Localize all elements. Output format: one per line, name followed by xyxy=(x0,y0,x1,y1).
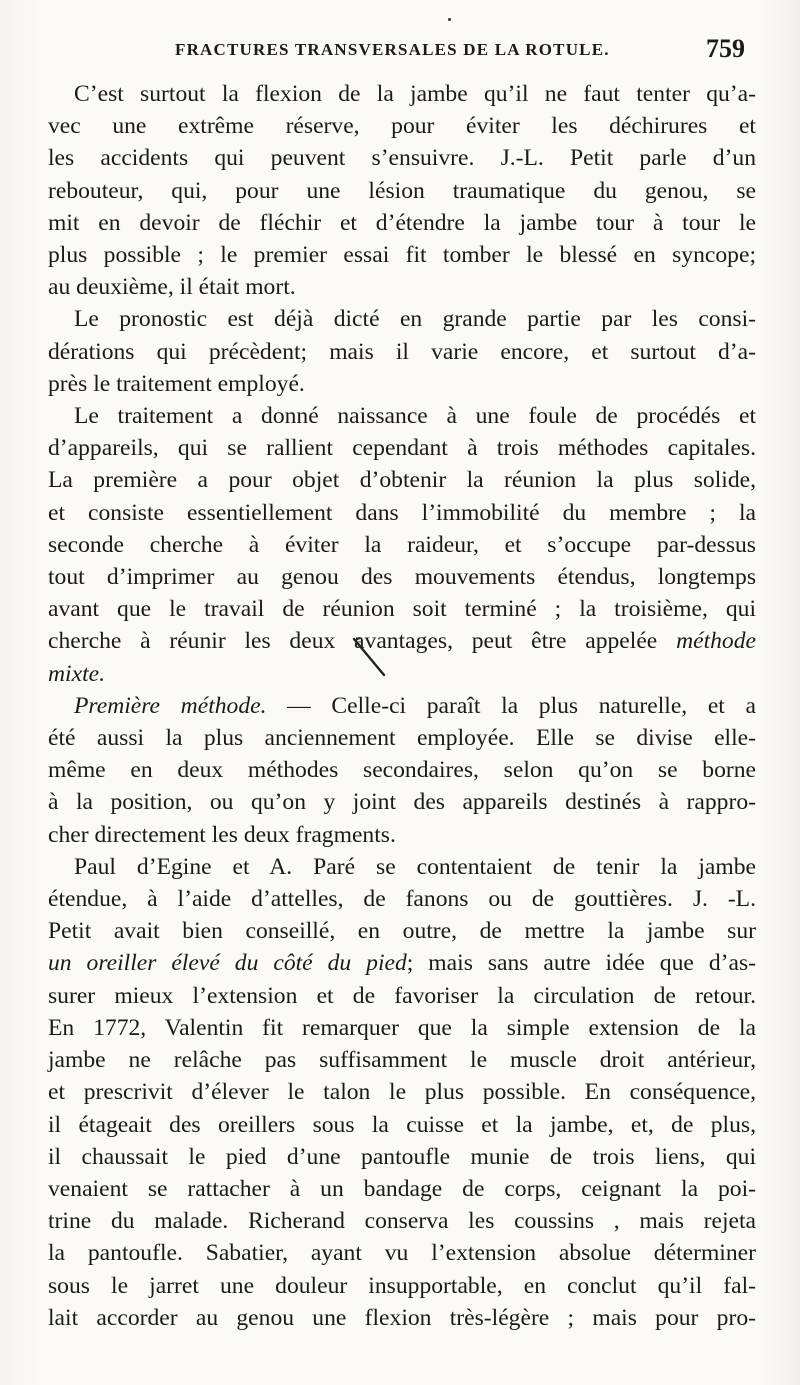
text-line: avant que le travail de réunion soit terminé ; la troisième, qui xyxy=(48,596,756,623)
text-line: au deuxième, il était mort. xyxy=(48,274,296,301)
text-line: seconde cherche à éviter la raideur, et s’occupe par-dessus xyxy=(48,531,756,558)
italic-term: mixte. xyxy=(48,660,105,687)
text-line: surer mieux l’extension et de favoriser la circulation de retour. xyxy=(48,982,756,1009)
paragraph-5 xyxy=(48,851,756,1334)
text-line: jambe ne relâche pas suffisamment le muscle droit antérieur, xyxy=(48,1047,756,1074)
text-line xyxy=(48,658,756,690)
text-line: près le traitement employé. xyxy=(48,370,305,397)
text-line: même en deux méthodes secondaires, selon qu’on se borne xyxy=(48,757,756,784)
text-line xyxy=(48,625,756,657)
text-line: il étageait des oreillers sous la cuisse et la jambe, et, de plus, xyxy=(48,1111,756,1138)
body-text xyxy=(48,78,756,1334)
text-line: et prescrivit d’élever le talon le plus possible. En conséquence, xyxy=(48,1079,756,1106)
text-line-segment: — Celle-ci paraît la plus naturelle, et a xyxy=(287,692,756,719)
text-line: cher directement les deux fragments. xyxy=(48,821,396,848)
print-speck xyxy=(448,18,451,21)
text-line: C’est surtout la flexion de la jambe qu’il ne faut tenter qu’a- xyxy=(74,81,756,107)
text-line: Le traitement a donné naissance à une foule de procédés et xyxy=(74,403,756,430)
running-title: FRACTURES TRANSVERSALES DE LA ROTULE. xyxy=(175,40,610,59)
section-heading: Première méthode. xyxy=(74,692,267,719)
italic-quote: un oreiller élevé du côté du pied xyxy=(48,950,407,977)
text-line: rebouteur, qui, pour une lésion traumatique du genou, se xyxy=(48,177,756,204)
text-line: La première a pour objet d’obtenir la réunion la plus solide, xyxy=(48,467,756,494)
text-line: étendue, à l’aide d’attelles, de fanons ou de gouttières. J. -L. xyxy=(48,886,756,913)
paragraph-1 xyxy=(48,78,756,303)
paragraph-3 xyxy=(48,400,756,690)
text-line: Le pronostic est déjà dicté en grande partie par les consi- xyxy=(74,306,756,333)
text-line-segment: ; mais sans autre idée que d’as- xyxy=(406,950,756,977)
text-line: sous le jarret une douleur insupportable, en conclut qu’il fal- xyxy=(48,1272,756,1299)
paragraph-2 xyxy=(48,303,756,400)
text-line: En 1772, Valentin fit remarquer que la simple extension de la xyxy=(48,1014,756,1041)
text-line: plus possible ; le premier essai fit tomber le blessé en syncope; xyxy=(48,242,756,269)
text-line: il chaussait le pied d’une pantoufle munie de trois liens, qui xyxy=(48,1143,756,1170)
text-line: la pantoufle. Sabatier, ayant vu l’extension absolue déterminer xyxy=(48,1240,756,1267)
text-line: trine du malade. Richerand conserva les coussins , mais rejeta xyxy=(48,1208,756,1235)
italic-term: méthode xyxy=(676,628,756,655)
text-line: venaient se rattacher à un bandage de corps, ceignant la poi- xyxy=(48,1175,756,1202)
text-line: Paul d’Egine et A. Paré se contentaient de tenir la jambe xyxy=(74,853,756,880)
text-line-segment: cherche à réunir les deux avantages, peut être appelée xyxy=(48,628,658,655)
text-line xyxy=(48,690,756,722)
text-line: les accidents qui peuvent s’ensuivre. J.-L. Petit parle d’un xyxy=(48,145,756,172)
text-line: et consiste essentiellement dans l’immobilité du membre ; la xyxy=(48,499,756,526)
text-line: à la position, ou qu’on y joint des appareils destinés à rappro- xyxy=(48,789,756,816)
text-line: Petit avait bien conseillé, en outre, de mettre la jambe sur xyxy=(48,918,756,945)
text-line: mit en devoir de fléchir et d’étendre la jambe tour à tour le xyxy=(48,209,756,236)
text-line: été aussi la plus anciennement employée. Elle se divise elle- xyxy=(48,725,756,752)
text-line: lait accorder au genou une flexion très-légère ; mais pour pro- xyxy=(48,1304,756,1331)
text-line xyxy=(48,947,756,979)
text-line: d’appareils, qui se rallient cependant à trois méthodes capitales. xyxy=(48,435,756,462)
text-line: dérations qui précèdent; mais il varie encore, et surtout d’a- xyxy=(48,338,756,365)
text-line: tout d’imprimer au genou des mouvements étendus, longtemps xyxy=(48,564,756,591)
page-number: 759 xyxy=(706,34,745,63)
paragraph-4 xyxy=(48,690,756,851)
text-line: vec une extrême réserve, pour éviter les déchirures et xyxy=(48,113,756,140)
